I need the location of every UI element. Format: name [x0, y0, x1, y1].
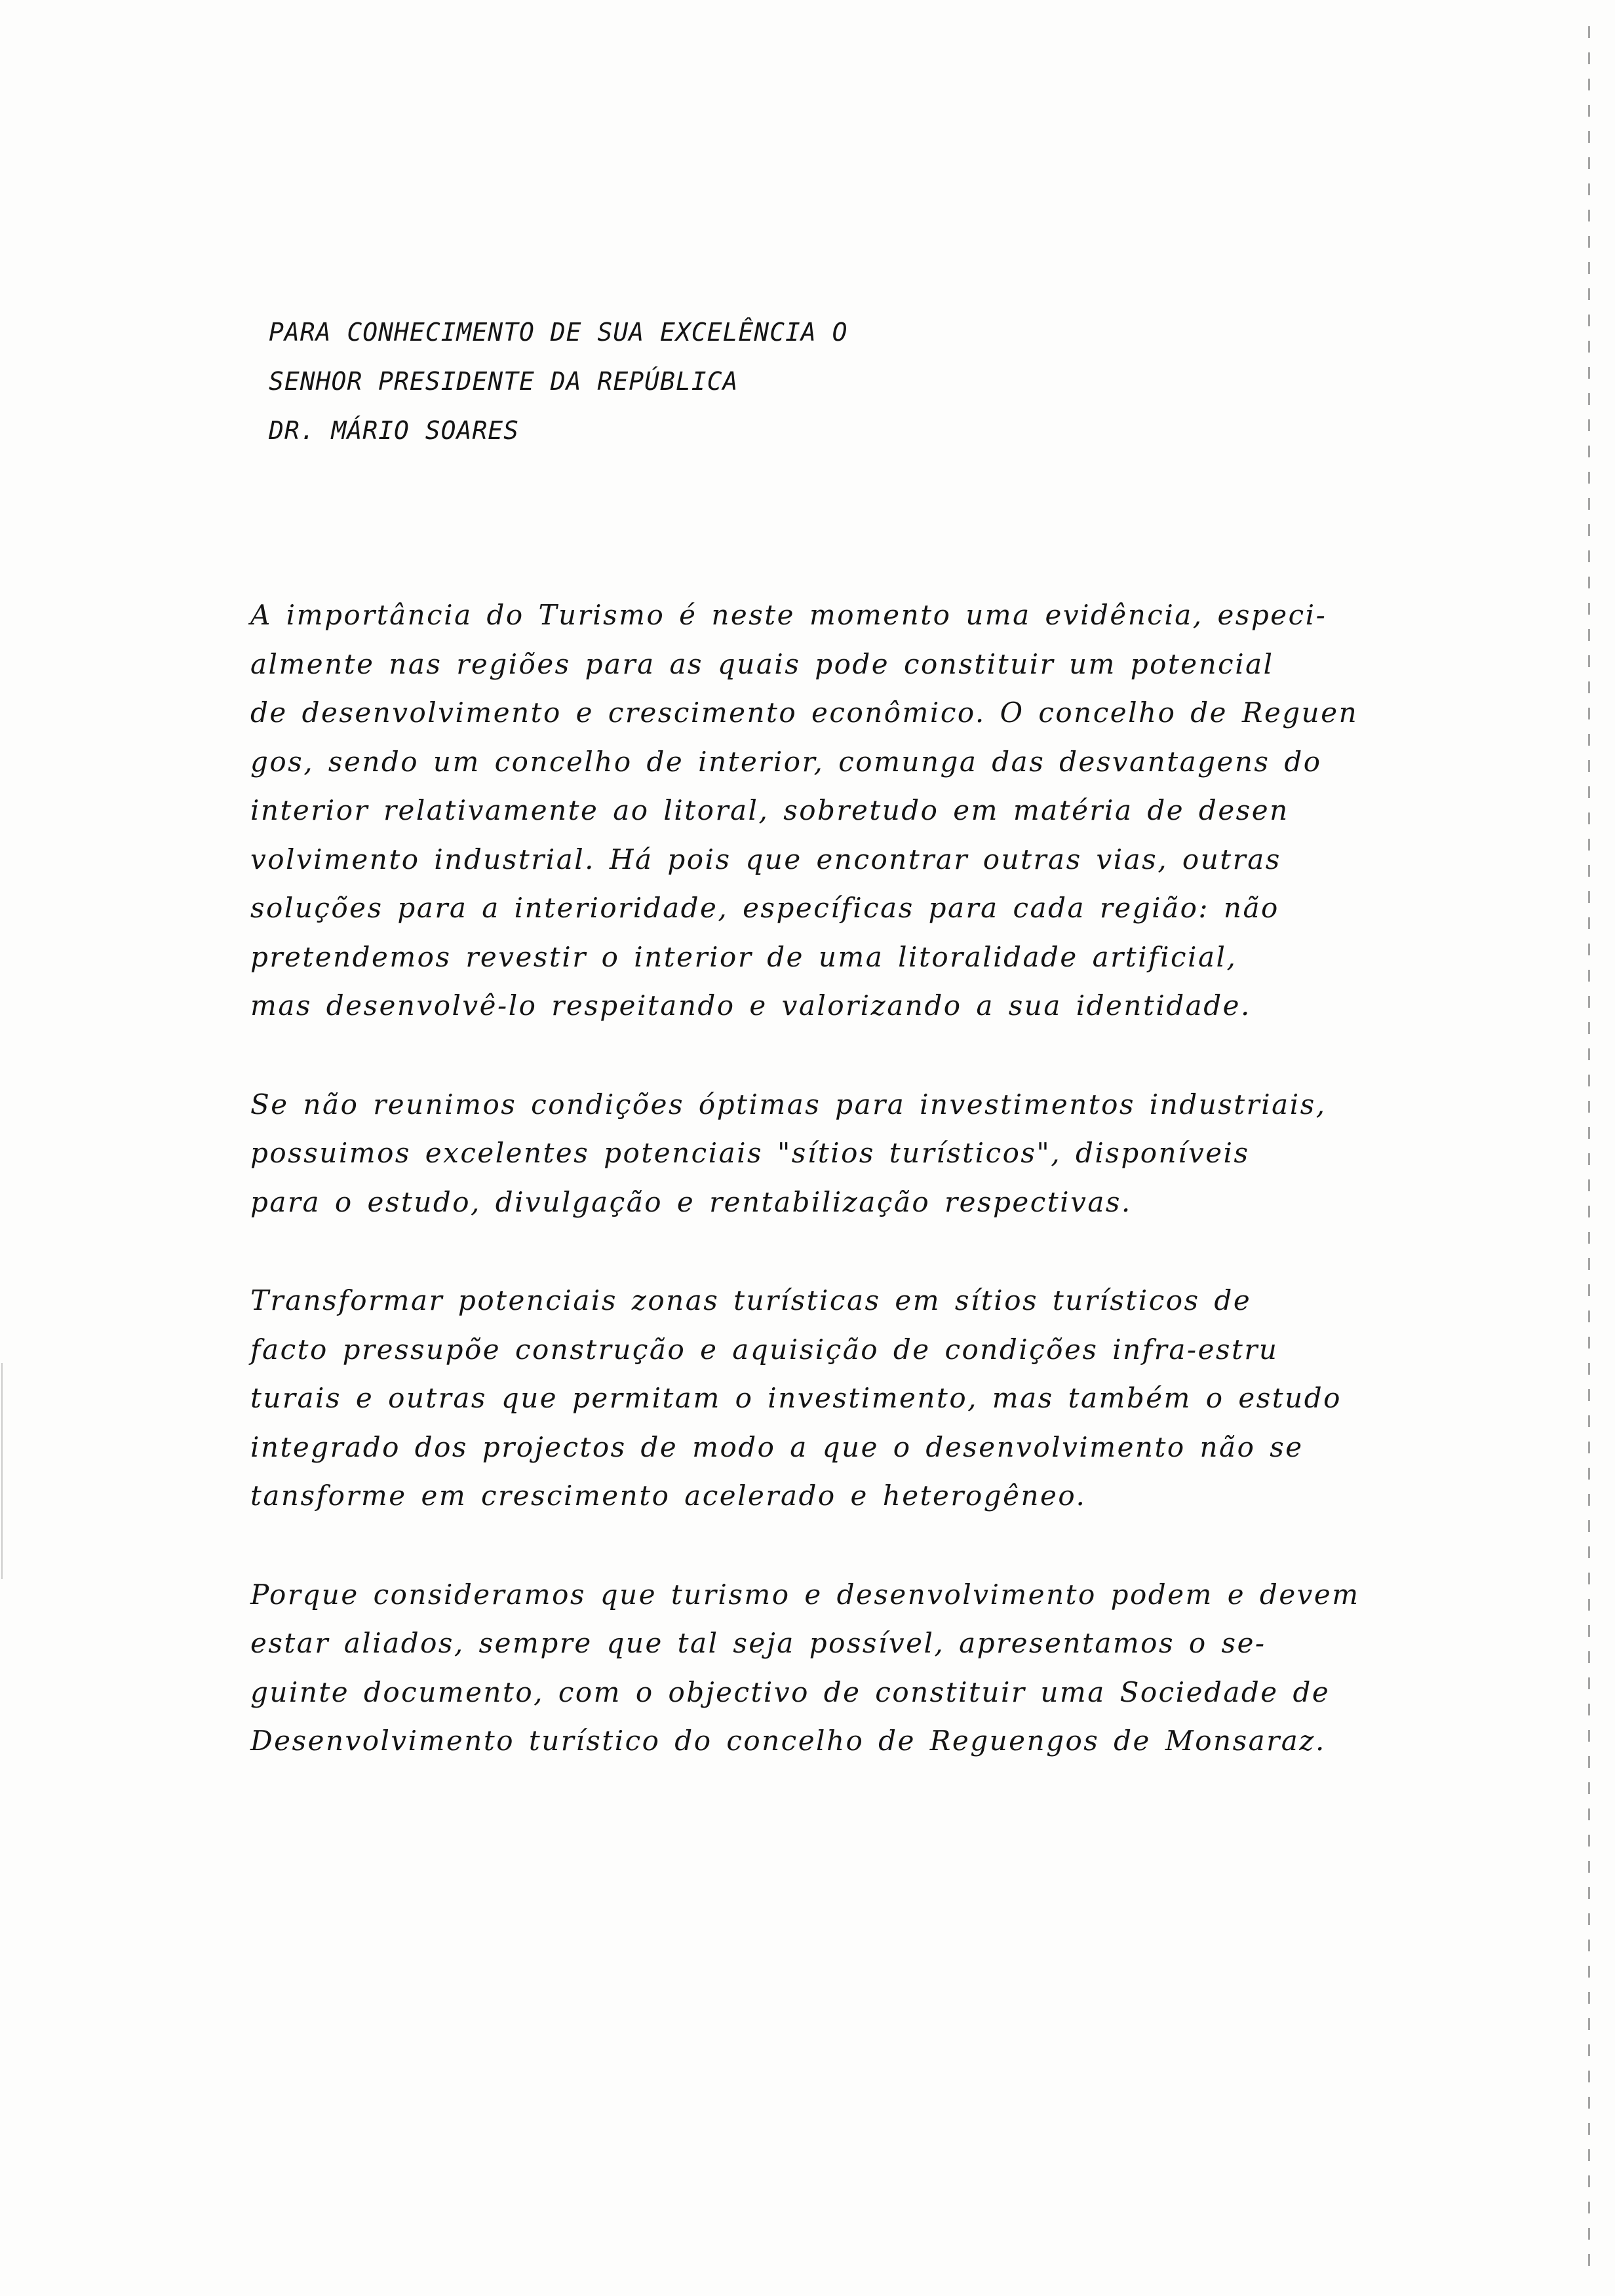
text-line: almente nas regiões para as quais pode constituir um potencial	[250, 647, 1274, 680]
text-line: possuimos excelentes potenciais "sítios turísticos", disponíveis	[250, 1137, 1250, 1169]
text-line: volvimento industrial. Há pois que encontrar outras vias, outras	[250, 843, 1281, 875]
text-line: A importância do Turismo é neste momento uma evidência, especi-	[250, 599, 1327, 631]
text-line: interior relativamente ao litoral, sobretudo em matéria de desen	[250, 794, 1289, 826]
text-line: tansforme em crescimento acelerado e heterogêneo.	[250, 1480, 1087, 1512]
letter-body	[250, 591, 1509, 1816]
scan-left-mark	[1, 1363, 3, 1579]
addressee-line: SENHOR PRESIDENTE DA REPÚBLICA	[269, 367, 739, 396]
paragraph-3	[250, 1276, 1509, 1521]
text-line: guinte documento, com o objectivo de constituir uma Sociedade de	[250, 1675, 1331, 1708]
text-line: para o estudo, divulgação e rentabilização respectivas.	[250, 1185, 1132, 1218]
text-line: soluções para a interioridade, específicas para cada região: não	[250, 892, 1279, 924]
text-line: turais e outras que permitam o investimento, mas também o estudo	[250, 1382, 1342, 1414]
text-line: integrado dos projectos de modo a que o desenvolvimento não se	[250, 1430, 1304, 1463]
addressee-line: DR. MÁRIO SOARES	[269, 416, 520, 445]
text-line: mas desenvolvê-lo respeitando e valorizando a sua identidade.	[250, 989, 1251, 1022]
scan-edge-mark	[1588, 26, 1590, 2274]
paragraph-4	[250, 1571, 1509, 1766]
text-line: de desenvolvimento e crescimento econômico. O concelho de Reguen	[250, 697, 1359, 729]
paragraph-2	[250, 1081, 1509, 1227]
text-line: pretendemos revestir o interior de uma litoralidade artificial,	[250, 940, 1237, 973]
text-line: gos, sendo um concelho de interior, comunga das desvantagens do	[250, 745, 1322, 778]
text-line: Transformar potenciais zonas turísticas em sítios turísticos de	[250, 1284, 1252, 1316]
text-line: Se não reunimos condições óptimas para investimentos industriais,	[250, 1088, 1327, 1120]
paragraph-1	[250, 591, 1509, 1031]
addressee-line: PARA CONHECIMENTO DE SUA EXCELÊNCIA O	[269, 318, 848, 347]
text-line: Porque consideramos que turismo e desenvolvimento podem e devem	[250, 1578, 1360, 1611]
text-line: facto pressupõe construção e aquisição de condições infra-estru	[250, 1333, 1279, 1366]
addressee-block	[269, 308, 1186, 455]
text-line: Desenvolvimento turístico do concelho de Reguengos de Monsaraz.	[250, 1725, 1326, 1757]
text-line: estar aliados, sempre que tal seja possível, apresentamos o se-	[250, 1627, 1266, 1659]
